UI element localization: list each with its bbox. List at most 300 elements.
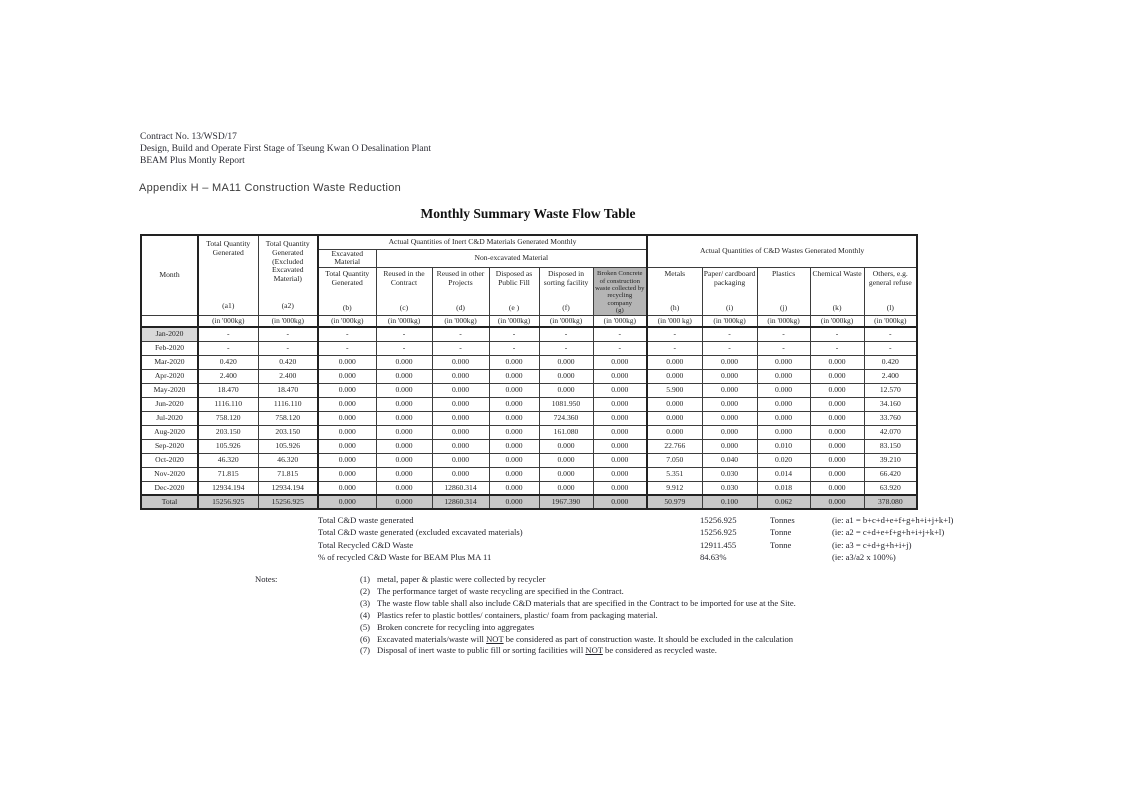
month-cell: Feb-2020 <box>141 341 198 355</box>
appendix-heading: Appendix H – MA11 Construction Waste Reduction <box>139 182 402 194</box>
column-code: (e ) <box>508 302 520 312</box>
value-cell: - <box>810 327 864 341</box>
column-code-a2: (a2) <box>281 300 294 310</box>
value-cell: 0.420 <box>258 355 318 369</box>
note-line <box>360 634 920 646</box>
value-cell: 2.400 <box>258 369 318 383</box>
value-cell: 0.000 <box>376 467 432 481</box>
column-header-h <box>647 267 702 315</box>
value-cell: 161.080 <box>539 425 593 439</box>
value-cell: 0.000 <box>376 369 432 383</box>
value-cell: 0.000 <box>810 467 864 481</box>
value-cell: - <box>432 327 489 341</box>
value-cell: - <box>757 341 810 355</box>
value-cell: 0.000 <box>489 439 539 453</box>
value-cell: 0.000 <box>432 355 489 369</box>
value-cell: 42.070 <box>864 425 917 439</box>
value-cell: 0.000 <box>539 369 593 383</box>
value-cell: 0.000 <box>702 369 757 383</box>
value-cell: 0.000 <box>432 411 489 425</box>
value-cell: 5.351 <box>647 467 702 481</box>
value-cell: 71.815 <box>258 467 318 481</box>
summary-label: Total Recycled C&D Waste <box>318 539 414 550</box>
value-cell: 0.000 <box>489 453 539 467</box>
note-number: (7) <box>360 645 371 656</box>
value-cell: 0.000 <box>702 397 757 411</box>
table-row <box>141 425 917 439</box>
value-cell: 0.000 <box>489 425 539 439</box>
unit-cell: (in '000kg) <box>489 315 539 327</box>
summary-value: 15256.925 <box>700 515 737 525</box>
value-cell: 0.000 <box>376 495 432 509</box>
value-cell: - <box>258 327 318 341</box>
column-header-j <box>757 267 810 315</box>
value-cell: 0.000 <box>757 425 810 439</box>
value-cell: 0.000 <box>702 411 757 425</box>
summary-formula: (ie: a3 = c+d+g+h+i+j) <box>832 539 912 550</box>
value-cell: 0.000 <box>647 425 702 439</box>
totals-summary-block <box>318 514 953 564</box>
column-header-c <box>376 267 432 315</box>
value-cell: 0.000 <box>432 425 489 439</box>
unit-cell: (in '000kg) <box>318 315 376 327</box>
value-cell: 0.000 <box>593 481 647 495</box>
value-cell: 33.760 <box>864 411 917 425</box>
month-cell: May-2020 <box>141 383 198 397</box>
value-cell: 0.000 <box>489 481 539 495</box>
value-cell: 0.000 <box>593 383 647 397</box>
value-cell: 0.000 <box>376 397 432 411</box>
value-cell: 0.000 <box>489 467 539 481</box>
note-number: (4) <box>360 609 371 620</box>
value-cell: 0.000 <box>539 355 593 369</box>
column-header-f <box>539 267 593 315</box>
column-label: Reused in other Projects <box>436 269 485 287</box>
value-cell: - <box>376 327 432 341</box>
value-cell: - <box>864 341 917 355</box>
value-cell: 0.000 <box>432 397 489 411</box>
value-cell: 0.000 <box>757 369 810 383</box>
note-line <box>360 622 920 634</box>
value-cell: 1116.110 <box>198 397 258 411</box>
month-column-header: Month <box>141 235 198 315</box>
value-cell: - <box>702 341 757 355</box>
value-cell: 0.000 <box>647 397 702 411</box>
value-cell: 0.000 <box>539 453 593 467</box>
value-cell: 0.000 <box>757 355 810 369</box>
value-cell: - <box>489 327 539 341</box>
value-cell: 12934.194 <box>258 481 318 495</box>
column-label: Total Quantity Generated <box>325 269 370 287</box>
note-line <box>360 586 920 598</box>
value-cell: 0.000 <box>757 397 810 411</box>
value-cell: 0.000 <box>810 425 864 439</box>
notes-list <box>360 574 920 657</box>
summary-row <box>318 551 953 563</box>
value-cell: - <box>647 341 702 355</box>
column-code: (b) <box>342 302 352 312</box>
waste-flow-table-container <box>140 234 918 510</box>
month-cell: Total <box>141 495 198 509</box>
note-line <box>360 598 920 610</box>
column-code: (j) <box>779 302 788 312</box>
summary-value: 15256.925 <box>700 527 737 538</box>
unit-cell: (in '000kg) <box>376 315 432 327</box>
value-cell: 0.062 <box>757 495 810 509</box>
value-cell: - <box>198 341 258 355</box>
note-number: (6) <box>360 633 371 644</box>
unit-cell: (in '000 kg) <box>647 315 702 327</box>
value-cell: 0.000 <box>702 439 757 453</box>
value-cell: 0.000 <box>318 453 376 467</box>
value-cell: 203.150 <box>198 425 258 439</box>
value-cell: - <box>489 341 539 355</box>
month-unit-cell <box>141 315 198 327</box>
value-cell: 758.120 <box>198 411 258 425</box>
value-cell: - <box>810 341 864 355</box>
month-cell: Mar-2020 <box>141 355 198 369</box>
summary-row <box>318 539 953 551</box>
subgroup-header-non-excavated: Non-excavated Material <box>376 249 647 267</box>
value-cell: 0.000 <box>810 383 864 397</box>
value-cell: 15256.925 <box>198 495 258 509</box>
value-cell: 0.000 <box>593 397 647 411</box>
month-cell: Dec-2020 <box>141 481 198 495</box>
value-cell: 0.000 <box>757 411 810 425</box>
group-header-cd-wastes: Actual Quantities of C&D Wastes Generated Monthly <box>647 235 917 267</box>
summary-label: Total C&D waste generated <box>318 515 414 525</box>
table-row <box>141 341 917 355</box>
value-cell: 203.150 <box>258 425 318 439</box>
table-title: Monthly Summary Waste Flow Table <box>420 206 636 221</box>
value-cell: 0.000 <box>810 355 864 369</box>
value-cell: 0.000 <box>376 355 432 369</box>
summary-label: % of recycled C&D Waste for BEAM Plus MA 11 <box>318 552 492 563</box>
value-cell: 0.000 <box>593 453 647 467</box>
value-cell: - <box>702 327 757 341</box>
value-cell: 0.020 <box>757 453 810 467</box>
value-cell: 0.014 <box>757 467 810 481</box>
value-cell: 724.360 <box>539 411 593 425</box>
value-cell: 0.000 <box>318 355 376 369</box>
value-cell: 105.926 <box>198 439 258 453</box>
value-cell: 0.000 <box>318 481 376 495</box>
value-cell: 0.000 <box>489 411 539 425</box>
value-cell: 0.000 <box>376 383 432 397</box>
value-cell: 0.000 <box>647 411 702 425</box>
value-cell: 2.400 <box>198 369 258 383</box>
notes-heading: Notes: <box>255 574 278 584</box>
note-number: (1) <box>360 574 371 584</box>
value-cell: 66.420 <box>864 467 917 481</box>
value-cell: 0.000 <box>593 411 647 425</box>
table-row <box>141 467 917 481</box>
unit-cell: (in '000kg) <box>810 315 864 327</box>
value-cell: 0.000 <box>376 425 432 439</box>
value-cell: 0.000 <box>593 439 647 453</box>
month-cell: Apr-2020 <box>141 369 198 383</box>
value-cell: - <box>318 327 376 341</box>
report-type-line: BEAM Plus Montly Report <box>140 156 245 166</box>
value-cell: 0.000 <box>376 439 432 453</box>
column-code: (k) <box>832 302 842 312</box>
value-cell: 0.000 <box>593 369 647 383</box>
table-row <box>141 453 917 467</box>
value-cell: 758.120 <box>258 411 318 425</box>
value-cell: 0.000 <box>702 383 757 397</box>
subgroup-header-excavated: Excavated Material <box>318 249 376 267</box>
value-cell: 0.000 <box>432 467 489 481</box>
value-cell: 0.000 <box>376 481 432 495</box>
value-cell: 105.926 <box>258 439 318 453</box>
value-cell: 46.320 <box>258 453 318 467</box>
column-code: (l) <box>886 302 894 312</box>
value-cell: - <box>198 327 258 341</box>
unit-cell: (in '000kg) <box>539 315 593 327</box>
value-cell: 378.080 <box>864 495 917 509</box>
value-cell: 46.320 <box>198 453 258 467</box>
note-text: Excavated materials/waste will NOT be considered as part of construction waste. It should be excluded in the calculation <box>377 633 794 644</box>
summary-row <box>318 514 953 526</box>
value-cell: 9.912 <box>647 481 702 495</box>
value-cell: 0.000 <box>810 453 864 467</box>
value-cell: 0.000 <box>432 439 489 453</box>
value-cell: 15256.925 <box>258 495 318 509</box>
value-cell: 0.000 <box>647 355 702 369</box>
value-cell: - <box>864 327 917 341</box>
value-cell: 0.000 <box>810 369 864 383</box>
value-cell: 12.570 <box>864 383 917 397</box>
column-label: Chemical Waste <box>812 269 862 279</box>
note-text: The waste flow table shall also include C&D materials that are specified in the Contract to be imported for use at the Site. <box>377 597 796 608</box>
note-number: (2) <box>360 585 371 596</box>
value-cell: 0.000 <box>810 481 864 495</box>
value-cell: - <box>539 341 593 355</box>
value-cell: 0.000 <box>489 383 539 397</box>
value-cell: - <box>258 341 318 355</box>
value-cell: 0.000 <box>432 453 489 467</box>
unit-cell: (in '000kg) <box>593 315 647 327</box>
contract-number-line: Contract No. 13/WSD/17 <box>140 132 237 142</box>
value-cell: 0.000 <box>432 383 489 397</box>
column-label-a2: Total Quantity Generated (Excluded Excavated Material) <box>265 239 310 283</box>
value-cell: 0.000 <box>647 369 702 383</box>
value-cell: 0.000 <box>318 369 376 383</box>
value-cell: 1116.110 <box>258 397 318 411</box>
value-cell: 0.000 <box>489 397 539 411</box>
value-cell: 0.000 <box>318 397 376 411</box>
value-cell: 0.000 <box>593 467 647 481</box>
value-cell: 50.979 <box>647 495 702 509</box>
table-row <box>141 397 917 411</box>
value-cell: 0.000 <box>489 369 539 383</box>
group-header-inert-materials: Actual Quantities of Inert C&D Materials Generated Monthly <box>318 235 647 249</box>
value-cell: 34.160 <box>864 397 917 411</box>
value-cell: 63.920 <box>864 481 917 495</box>
column-code: (g) <box>615 307 624 315</box>
note-text: Plastics refer to plastic bottles/ containers, plastic/ foam from packaging material. <box>377 609 658 620</box>
value-cell: 0.000 <box>593 425 647 439</box>
column-header-d <box>432 267 489 315</box>
column-label: Paper/ cardboard packaging <box>703 269 756 287</box>
value-cell: 0.000 <box>757 383 810 397</box>
table-row <box>141 481 917 495</box>
value-cell: 0.000 <box>593 355 647 369</box>
value-cell: 39.210 <box>864 453 917 467</box>
value-cell: 0.000 <box>318 467 376 481</box>
value-cell: 0.040 <box>702 453 757 467</box>
note-number: (3) <box>360 597 371 608</box>
value-cell: - <box>432 341 489 355</box>
column-label-a1: Total Quantity Generated <box>206 239 251 257</box>
unit-cell: (in '000kg) <box>702 315 757 327</box>
value-cell: 0.420 <box>198 355 258 369</box>
value-cell: 5.900 <box>647 383 702 397</box>
month-cell: Nov-2020 <box>141 467 198 481</box>
column-header-e <box>489 267 539 315</box>
month-cell: Jun-2020 <box>141 397 198 411</box>
table-row <box>141 411 917 425</box>
value-cell: 22.766 <box>647 439 702 453</box>
waste-flow-table <box>140 234 918 510</box>
document-header-block <box>140 131 431 167</box>
value-cell: 12860.314 <box>432 481 489 495</box>
column-header-l <box>864 267 917 315</box>
note-text: Disposal of inert waste to public fill or sorting facilities will NOT be considered as recycled waste. <box>377 645 717 656</box>
unit-cell: (in '000kg) <box>864 315 917 327</box>
table-row <box>141 355 917 369</box>
value-cell: 0.000 <box>489 495 539 509</box>
value-cell: 0.000 <box>318 383 376 397</box>
value-cell: 0.000 <box>318 425 376 439</box>
value-cell: 0.420 <box>864 355 917 369</box>
summary-unit <box>770 551 832 563</box>
summary-unit: Tonne <box>770 527 792 538</box>
value-cell: - <box>318 341 376 355</box>
value-cell: 0.000 <box>376 411 432 425</box>
note-number: (5) <box>360 621 371 632</box>
summary-row <box>318 526 953 538</box>
value-cell: 0.030 <box>702 467 757 481</box>
note-text: metal, paper & plastic were collected by recycler <box>377 574 546 584</box>
month-cell: Jan-2020 <box>141 327 198 341</box>
value-cell: 0.000 <box>810 439 864 453</box>
value-cell: 0.000 <box>539 439 593 453</box>
value-cell: 0.000 <box>376 453 432 467</box>
value-cell: 0.000 <box>810 495 864 509</box>
column-label: Disposed in sorting facility <box>543 269 589 287</box>
summary-value: 84.63% <box>700 552 727 563</box>
value-cell: 0.000 <box>318 439 376 453</box>
note-text: The performance target of waste recycling are specified in the Contract. <box>377 585 624 596</box>
value-cell: 0.010 <box>757 439 810 453</box>
value-cell: 0.000 <box>539 467 593 481</box>
column-header-a1 <box>198 235 258 315</box>
unit-cell: (in '000kg) <box>198 315 258 327</box>
month-cell: Jul-2020 <box>141 411 198 425</box>
value-cell: 0.000 <box>593 495 647 509</box>
table-row <box>141 369 917 383</box>
table-row <box>141 327 917 341</box>
column-code: (d) <box>456 302 465 312</box>
table-row <box>141 383 917 397</box>
value-cell: - <box>757 327 810 341</box>
value-cell: 0.030 <box>702 481 757 495</box>
summary-unit: Tonnes <box>770 515 795 525</box>
column-code: (h) <box>670 302 680 312</box>
table-row <box>141 439 917 453</box>
unit-cell: (in '000kg) <box>258 315 318 327</box>
value-cell: 18.470 <box>258 383 318 397</box>
note-line <box>360 645 920 657</box>
value-cell: 0.000 <box>810 411 864 425</box>
column-label: Plastics <box>771 269 796 279</box>
column-label: Others, e.g. general refuse <box>868 269 912 287</box>
summary-formula: (ie: a3/a2 x 100%) <box>832 552 896 563</box>
value-cell: 0.000 <box>432 369 489 383</box>
column-header-b <box>318 267 376 315</box>
value-cell: 1081.950 <box>539 397 593 411</box>
month-cell: Aug-2020 <box>141 425 198 439</box>
column-code: (i) <box>725 302 734 312</box>
value-cell: 1967.390 <box>539 495 593 509</box>
column-label: Metals <box>664 269 686 279</box>
summary-formula: (ie: a1 = b+c+d+e+f+g+h+i+j+k+l) <box>832 515 954 525</box>
column-code: (f) <box>562 302 570 312</box>
value-cell: 0.000 <box>318 411 376 425</box>
month-cell: Oct-2020 <box>141 453 198 467</box>
summary-value: 12911.455 <box>700 539 737 550</box>
value-cell: 7.050 <box>647 453 702 467</box>
unit-cell: (in '000kg) <box>432 315 489 327</box>
note-line <box>360 610 920 622</box>
value-cell: 0.018 <box>757 481 810 495</box>
value-cell: 0.000 <box>489 355 539 369</box>
value-cell: - <box>539 327 593 341</box>
column-code-a1: (a1) <box>222 300 235 310</box>
column-header-k <box>810 267 864 315</box>
month-cell: Sep-2020 <box>141 439 198 453</box>
value-cell: 0.000 <box>539 481 593 495</box>
value-cell: 12934.194 <box>198 481 258 495</box>
unit-cell: (in '000kg) <box>757 315 810 327</box>
value-cell: 12860.314 <box>432 495 489 509</box>
value-cell: 0.000 <box>702 425 757 439</box>
value-cell: - <box>647 327 702 341</box>
value-cell: 0.000 <box>702 355 757 369</box>
column-header-g <box>593 267 647 315</box>
value-cell: - <box>593 327 647 341</box>
summary-formula: (ie: a2 = c+d+e+f+g+h+i+j+k+l) <box>832 527 945 538</box>
column-code: (c) <box>399 302 409 312</box>
summary-label: Total C&D waste generated (excluded excavated materials) <box>318 527 523 538</box>
value-cell: 83.150 <box>864 439 917 453</box>
value-cell: - <box>376 341 432 355</box>
summary-unit: Tonne <box>770 539 792 550</box>
project-title-line: Design, Build and Operate First Stage of Tseung Kwan O Desalination Plant <box>140 144 431 154</box>
value-cell: 18.470 <box>198 383 258 397</box>
column-label: Disposed as Public Fill <box>495 269 533 287</box>
value-cell: 0.100 <box>702 495 757 509</box>
value-cell: 0.000 <box>810 397 864 411</box>
note-text: Broken concrete for recycling into aggregates <box>377 621 535 632</box>
total-row <box>141 495 917 509</box>
column-label: Broken Concrete of construction waste collected by recycling company <box>595 270 645 307</box>
value-cell: 0.000 <box>318 495 376 509</box>
column-header-a2 <box>258 235 318 315</box>
note-line <box>360 574 920 586</box>
value-cell: 2.400 <box>864 369 917 383</box>
